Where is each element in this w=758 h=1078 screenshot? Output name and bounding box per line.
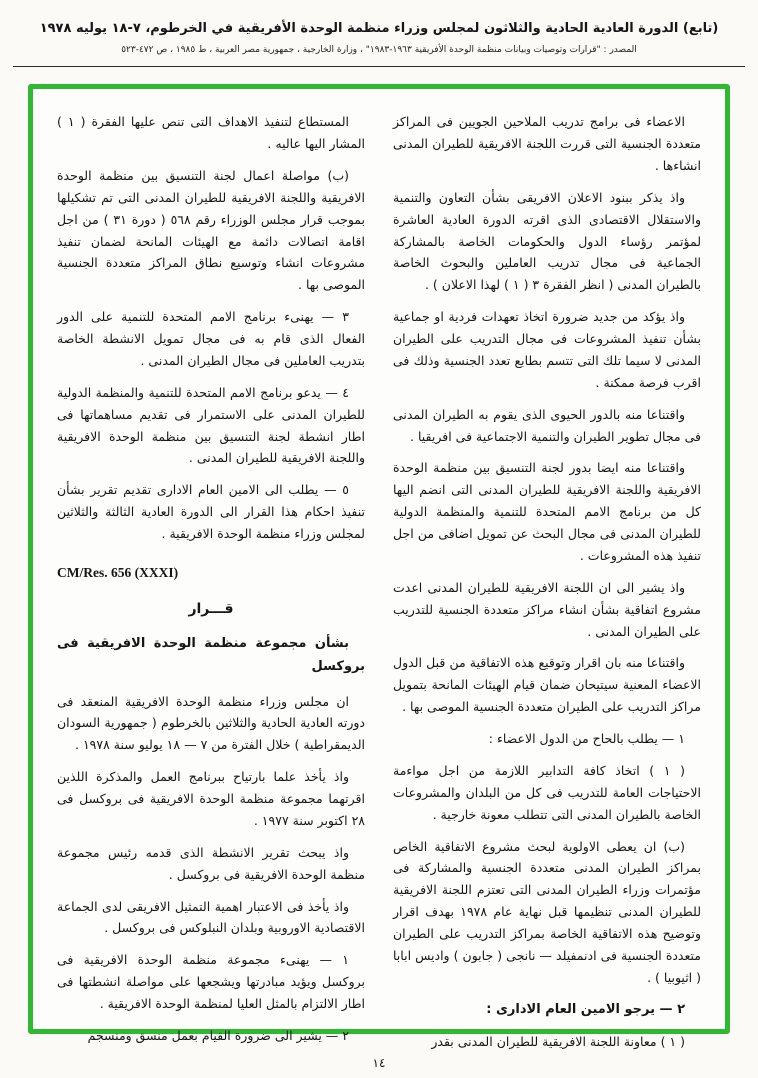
paragraph: واذ يشير الى ان اللجنة الافريقية للطيران المدنى اعدت مشروع اتفاقية بشأن انشاء مراكز متعددة الجنسية للتدريب على الطيران المدنى . xyxy=(393,579,701,639)
numbered-clause: ٢ — يرجو الامين العام الادارى : xyxy=(486,1001,685,1017)
resolution-title: قـــرار xyxy=(188,600,234,617)
numbered-clause: ١ — يطلب بالحاح من الدول الاعضاء : xyxy=(488,731,685,747)
resolution-subtitle: بشأن مجموعة منظمة الوحدة الافريقية فى بروكسل xyxy=(57,636,365,674)
paragraph: الاعضاء فى برامج تدريب الملاحين الجويين فى المراكز متعددة الجنسية التى قررت اللجنة الافريقية للطيران المدنى انشاءها . xyxy=(393,114,701,173)
paragraph: واقتناعا منه بالدور الحيوى الذى يقوم به الطيران المدنى فى مجال تطوير الطيران والتنمية الاجتماعية فى افريقيا . xyxy=(393,406,701,444)
text-columns xyxy=(57,111,702,1050)
paragraph: ان مجلس وزراء منظمة الوحدة الافريقية المنعقد فى دورته العادية الحادية والثلاثين بالخرطوم ( جمهورية السودان الديمقراطية ) خلال الفترة من ٧ — ١٨ يوليو سنة ١٩٧٨ . xyxy=(57,693,365,753)
sub-clause: ( ١ ) اتخاذ كافة التدابير اللازمة من اجل مواءمة الاحتياجات العامة للتدريب فى كل من البلدان والمشروعات الخاصة بالطيران المدنى التى تتطلب معونة خارجية . xyxy=(393,762,701,822)
numbered-clause: ١ — يهنىء مجموعة منظمة الوحدة الافريقية فى بروكسل ويؤيد مبادرتها ويشجعها على مواصلة انشطتها فى اطار الالتزام بالمثل العليا لمنظمة الوحدة الافريقية . xyxy=(57,952,365,1012)
paragraph: واذ يذكر ببنود الاعلان الافريقى بشأن التعاون والتنمية والاستقلال الاقتصادى الذى اقرته الدورة العادية العاشرة لمؤتمر رؤساء الدول والحكومات الخاصة بالمشاركة الجماعية فى مجال تدريب العاملين والبحوث الخاصة بالطيران المدنى ( انظر الفقرة ٣ ( ١ ) لهذا الاعلان ) . xyxy=(393,189,701,293)
resolution-number: CM/Res. 656 (XXXI) xyxy=(57,564,179,580)
paragraph: واذ يأخذ فى الاعتبار اهمية التمثيل الافريقى لدى الجماعة الاقتصادية الاوروبية وبلدان النبلوكس فى بروكسل . xyxy=(57,898,365,936)
sub-clause: ( ١ ) معاونة اللجنة الافريقية للطيران المدنى بقدر xyxy=(431,1034,685,1050)
content-frame xyxy=(28,84,730,1050)
numbered-clause: ٥ — يطلب الى الامين العام الادارى تقديم تقرير بشأن تنفيذ احكام هذا القرار الى الدورة العادية الثالثة والثلاثين لمجلس وزراء منظمة الوحدة الافريقية . xyxy=(57,482,365,542)
sub-clause: (ب) مواصلة اعمال لجنة التنسيق بين منظمة الوحدة الافريقية واللجنة الافريقية للطيران المدنى التى تم تشكيلها بموجب قرار مجلس الوزراء رقم ٥٦٨ ( دورة ٣١ ) من اجل اقامة اتصالات دائمة مع الهيئات المانحة لضمان تنفيذ مشروعات انشاء وتوسيع نطاق المراكز متعددة الجنسية الموصى بها . xyxy=(57,167,365,293)
paragraph: واذ يبحث تقرير الانشطة الذى قدمه رئيس مجموعة منظمة الوحدة الافريقية فى بروكسل . xyxy=(57,844,365,882)
paragraph: واقتناعا منه بان اقرار وتوقيع هذه الاتفاقية من قبل الدول الاعضاء المعنية سيتيحان ضمان قيام الهيئات المانحة بتمويل مراكز التدريب على الطيران متعددة الجنسية الموصى بها . xyxy=(393,655,701,715)
header-title: (تابع) الدورة العادية الحادية والثلاثون لمجلس وزراء منظمة الوحدة الأفريقية في الخرطوم، ٧-١٨ يوليه ١٩٧٨ xyxy=(39,21,719,36)
page-header xyxy=(0,20,758,55)
paragraph: واذ يؤكد من جديد ضرورة اتخاذ تعهدات فردية او جماعية بشأن تنفيذ المشروعات فى مجال التدريب على الطيران المدنى لا سيما تلك التى تتسم بطابع تعدد الجنسية وذلك فى اقرب فرصة ممكنة . xyxy=(393,309,701,390)
numbered-clause: ٤ — يدعو برنامج الامم المتحدة للتنمية والمنظمة الدولية للطيران المدنى على الاستمرار فى تقديم مساهماتها فى اطار انشطة لجنة التنسيق بين منظمة الوحدة الافريقية واللجنة الافريقية للطيران المدنى . xyxy=(57,384,365,466)
paragraph: المستطاع لتنفيذ الاهداف التى تنص عليها الفقرة ( ١ ) المشار اليها عاليه . xyxy=(57,114,365,152)
column-left xyxy=(57,111,365,1043)
page-number: ١٤ xyxy=(372,1056,386,1070)
numbered-clause: ٣ — يهنىء برنامج الامم المتحدة للتنمية على الدور الفعال الذى قام به فى مجال تمويل الانشطة الخاصة بتدريب العاملين فى مجال الطيران المدنى . xyxy=(57,309,365,368)
header-divider xyxy=(13,66,745,67)
paragraph: واذ يأخذ علما بارتياح ببرنامج العمل والمذكرة اللذين اقرتهما مجموعة منظمة الوحدة الافريقية فى بروكسل فى ٢٨ اكتوبر سنة ١٩٧٧ . xyxy=(57,769,365,828)
numbered-clause: ٢ — يشير الى ضرورة القيام بعمل منسق ومنسجم xyxy=(87,1027,349,1043)
sub-clause: (ب) ان يعطى الاولوية لبحث مشروع الاتفاقية الخاص بمراكز الطيران المدنى متعددة الجنسية والمشاركة فى مؤتمرات وزراء الطيران المدنى التى تعتزم اللجنة الافريقية للطيران المدنى تنظيمها قبل نهاية عام ١٩٧٨ بهدف اقرار وتوضيح هذه الاتفاقية الخاصة بمراكز التدريب على الطيران متعددة الجنسية فى ادنمفيلد — نانجى ( جابون ) واديس ابابا ( اثيوبيا ) . xyxy=(393,838,702,985)
column-right xyxy=(393,111,702,1050)
paragraph: واقتناعا منه ايضا بدور لجنة التنسيق بين منظمة الوحدة الافريقية واللجنة الافريقية للطيران المدنى التى انضم اليها كل من برنامج الامم المتحدة للتنمية والمنظمة الدولية للطيران المدنى فى مجال البحث عن تمويل اضافى من اجل تنفيذ هذه المشروعات . xyxy=(393,460,701,563)
header-source: المصدر : "قرارات وتوصيات وبيانات منظمة الوحدة الأفريقية ١٩٦٣-١٩٨٣" ، وزارة الخارجية ، جمهورية مصر العربية ، ط ١٩٨٥ ، ص ٤٧٢-٥٢٣ xyxy=(121,45,637,56)
